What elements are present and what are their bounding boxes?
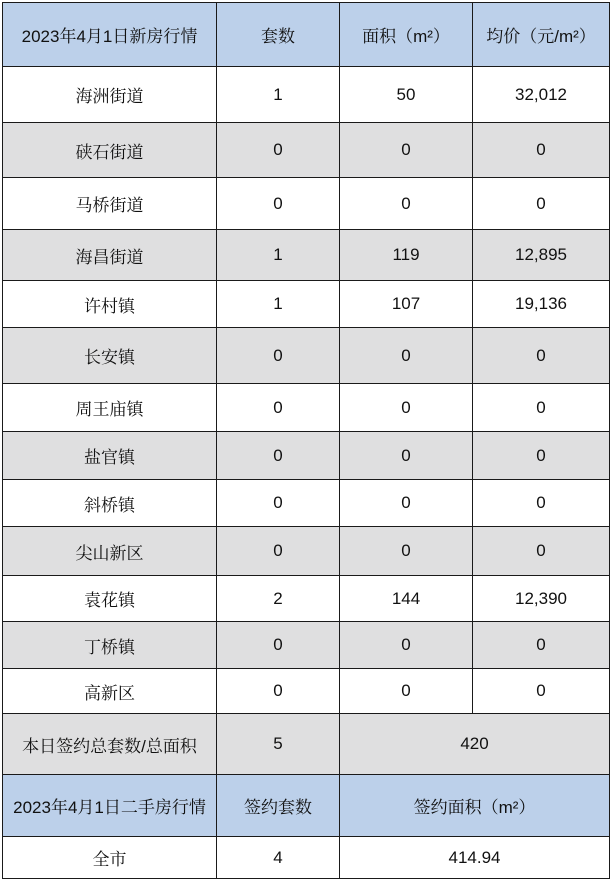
district-cell: 硖石街道: [3, 123, 217, 178]
price-cell: 32,012: [473, 67, 610, 123]
city-label: 全市: [3, 837, 217, 879]
area-cell: 0: [340, 527, 473, 576]
units-cell: 0: [217, 384, 340, 432]
units-cell: 0: [217, 178, 340, 230]
area-cell: 0: [340, 432, 473, 480]
table-row: [3, 67, 610, 123]
total-label: 本日签约总套数/总面积: [3, 714, 217, 775]
area-cell: 119: [340, 230, 473, 281]
new-house-header-row: [3, 3, 610, 67]
area-cell: 144: [340, 576, 473, 622]
units-header: 套数: [217, 3, 340, 67]
signed-units-cell: 4: [217, 837, 340, 879]
price-cell: 0: [473, 432, 610, 480]
table-row: [3, 281, 610, 328]
price-cell: 0: [473, 480, 610, 527]
area-cell: 50: [340, 67, 473, 123]
area-cell: 107: [340, 281, 473, 328]
units-cell: 1: [217, 230, 340, 281]
area-cell: 0: [340, 178, 473, 230]
area-cell: 0: [340, 480, 473, 527]
area-cell: 0: [340, 669, 473, 714]
units-cell: 0: [217, 480, 340, 527]
district-cell: 许村镇: [3, 281, 217, 328]
housing-report: [2, 2, 609, 879]
signed-units-header: 签约套数: [217, 775, 340, 837]
total-row: [3, 714, 610, 775]
district-cell: 盐官镇: [3, 432, 217, 480]
second-hand-row: [3, 837, 610, 879]
signed-area-cell: 414.94: [340, 837, 610, 879]
price-cell: 0: [473, 328, 610, 384]
second-hand-header-row: [3, 775, 610, 837]
table-row: [3, 123, 610, 178]
price-cell: 12,390: [473, 576, 610, 622]
district-cell: 尖山新区: [3, 527, 217, 576]
table-row: [3, 384, 610, 432]
district-cell: 马桥街道: [3, 178, 217, 230]
area-cell: 0: [340, 622, 473, 669]
table-row: [3, 328, 610, 384]
table-row: [3, 669, 610, 714]
district-cell: 海洲街道: [3, 67, 217, 123]
units-cell: 0: [217, 123, 340, 178]
total-area: 420: [340, 714, 610, 775]
housing-table: [2, 2, 610, 879]
area-cell: 0: [340, 328, 473, 384]
district-cell: 袁花镇: [3, 576, 217, 622]
units-cell: 2: [217, 576, 340, 622]
district-cell: 丁桥镇: [3, 622, 217, 669]
district-cell: 长安镇: [3, 328, 217, 384]
price-cell: 19,136: [473, 281, 610, 328]
area-cell: 0: [340, 384, 473, 432]
price-cell: 0: [473, 622, 610, 669]
table-row: [3, 178, 610, 230]
price-cell: 0: [473, 123, 610, 178]
total-units: 5: [217, 714, 340, 775]
price-cell: 0: [473, 178, 610, 230]
table-row: [3, 622, 610, 669]
price-cell: 12,895: [473, 230, 610, 281]
units-cell: 0: [217, 527, 340, 576]
table-row: [3, 480, 610, 527]
units-cell: 1: [217, 281, 340, 328]
units-cell: 0: [217, 432, 340, 480]
area-cell: 0: [340, 123, 473, 178]
district-cell: 周王庙镇: [3, 384, 217, 432]
units-cell: 0: [217, 328, 340, 384]
price-header: 均价（元/m²）: [473, 3, 610, 67]
area-header: 面积（m²）: [340, 3, 473, 67]
new-house-title: 2023年4月1日新房行情: [3, 3, 217, 67]
price-cell: 0: [473, 669, 610, 714]
price-cell: 0: [473, 384, 610, 432]
table-row: [3, 432, 610, 480]
units-cell: 0: [217, 622, 340, 669]
district-cell: 斜桥镇: [3, 480, 217, 527]
table-row: [3, 230, 610, 281]
table-row: [3, 527, 610, 576]
signed-area-header: 签约面积（m²）: [340, 775, 610, 837]
units-cell: 1: [217, 67, 340, 123]
price-cell: 0: [473, 527, 610, 576]
units-cell: 0: [217, 669, 340, 714]
district-cell: 海昌街道: [3, 230, 217, 281]
second-hand-title: 2023年4月1日二手房行情: [3, 775, 217, 837]
table-row: [3, 576, 610, 622]
district-cell: 高新区: [3, 669, 217, 714]
